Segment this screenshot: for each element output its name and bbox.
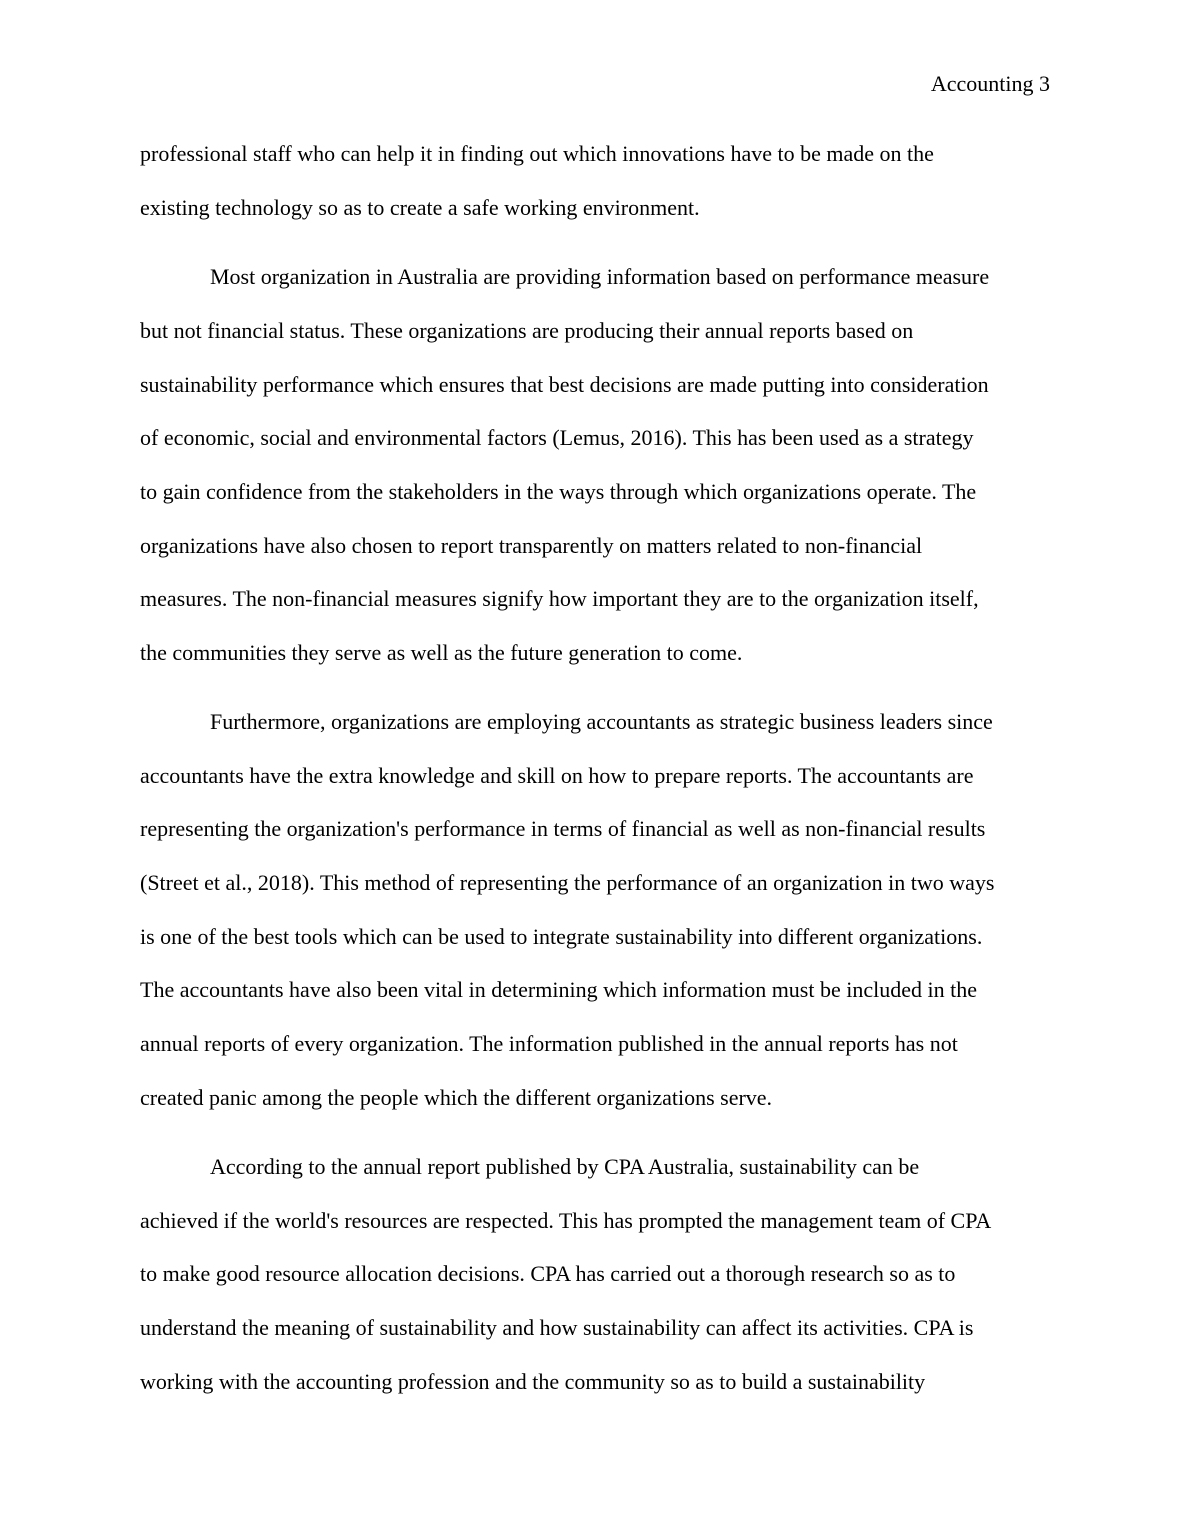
text-line: Most organization in Australia are providing information based on performance measure (210, 264, 990, 289)
text-line: measures. The non-financial measures signify how important they are to the organization itself, (140, 586, 979, 611)
text-line: Furthermore, organizations are employing accountants as strategic business leaders since (210, 709, 993, 734)
text-line: The accountants have also been vital in determining which information must be included in the (140, 977, 977, 1002)
text-line: annual reports of every organization. The information published in the annual reports has not (140, 1031, 958, 1056)
text-line: sustainability performance which ensures that best decisions are made putting into consideration (140, 372, 989, 397)
text-line: According to the annual report published by CPA Australia, sustainability can be (210, 1154, 920, 1179)
running-head: Accounting 3 (930, 71, 1050, 96)
text-line: is one of the best tools which can be used to integrate sustainability into different organizations. (140, 924, 983, 949)
text-line: understand the meaning of sustainability and how sustainability can affect its activities. CPA is (140, 1315, 974, 1340)
text-line: (Street et al., 2018). This method of representing the performance of an organization in two ways (140, 870, 995, 895)
text-line: organizations have also chosen to report transparently on matters related to non-financial (140, 533, 923, 558)
text-line: created panic among the people which the different organizations serve. (140, 1085, 773, 1110)
text-line: existing technology so as to create a safe working environment. (140, 195, 700, 220)
text-line: achieved if the world's resources are respected. This has prompted the management team of CPA (140, 1208, 992, 1233)
text-line: representing the organization's performance in terms of financial as well as non-financial results (140, 816, 986, 841)
text-line: the communities they serve as well as the future generation to come. (140, 640, 743, 665)
text-line: to make good resource allocation decisions. CPA has carried out a thorough research so as to (140, 1261, 956, 1286)
text-line: but not financial status. These organizations are producing their annual reports based on (140, 318, 914, 343)
text-line: professional staff who can help it in finding out which innovations have to be made on the (140, 141, 934, 166)
text-line: working with the accounting profession and the community so as to build a sustainability (140, 1369, 926, 1394)
text-line: accountants have the extra knowledge and skill on how to prepare reports. The accountants are (140, 763, 974, 788)
text-line: of economic, social and environmental factors (Lemus, 2016). This has been used as a strategy (140, 425, 974, 450)
text-line: to gain confidence from the stakeholders in the ways through which organizations operate. The (140, 479, 977, 504)
